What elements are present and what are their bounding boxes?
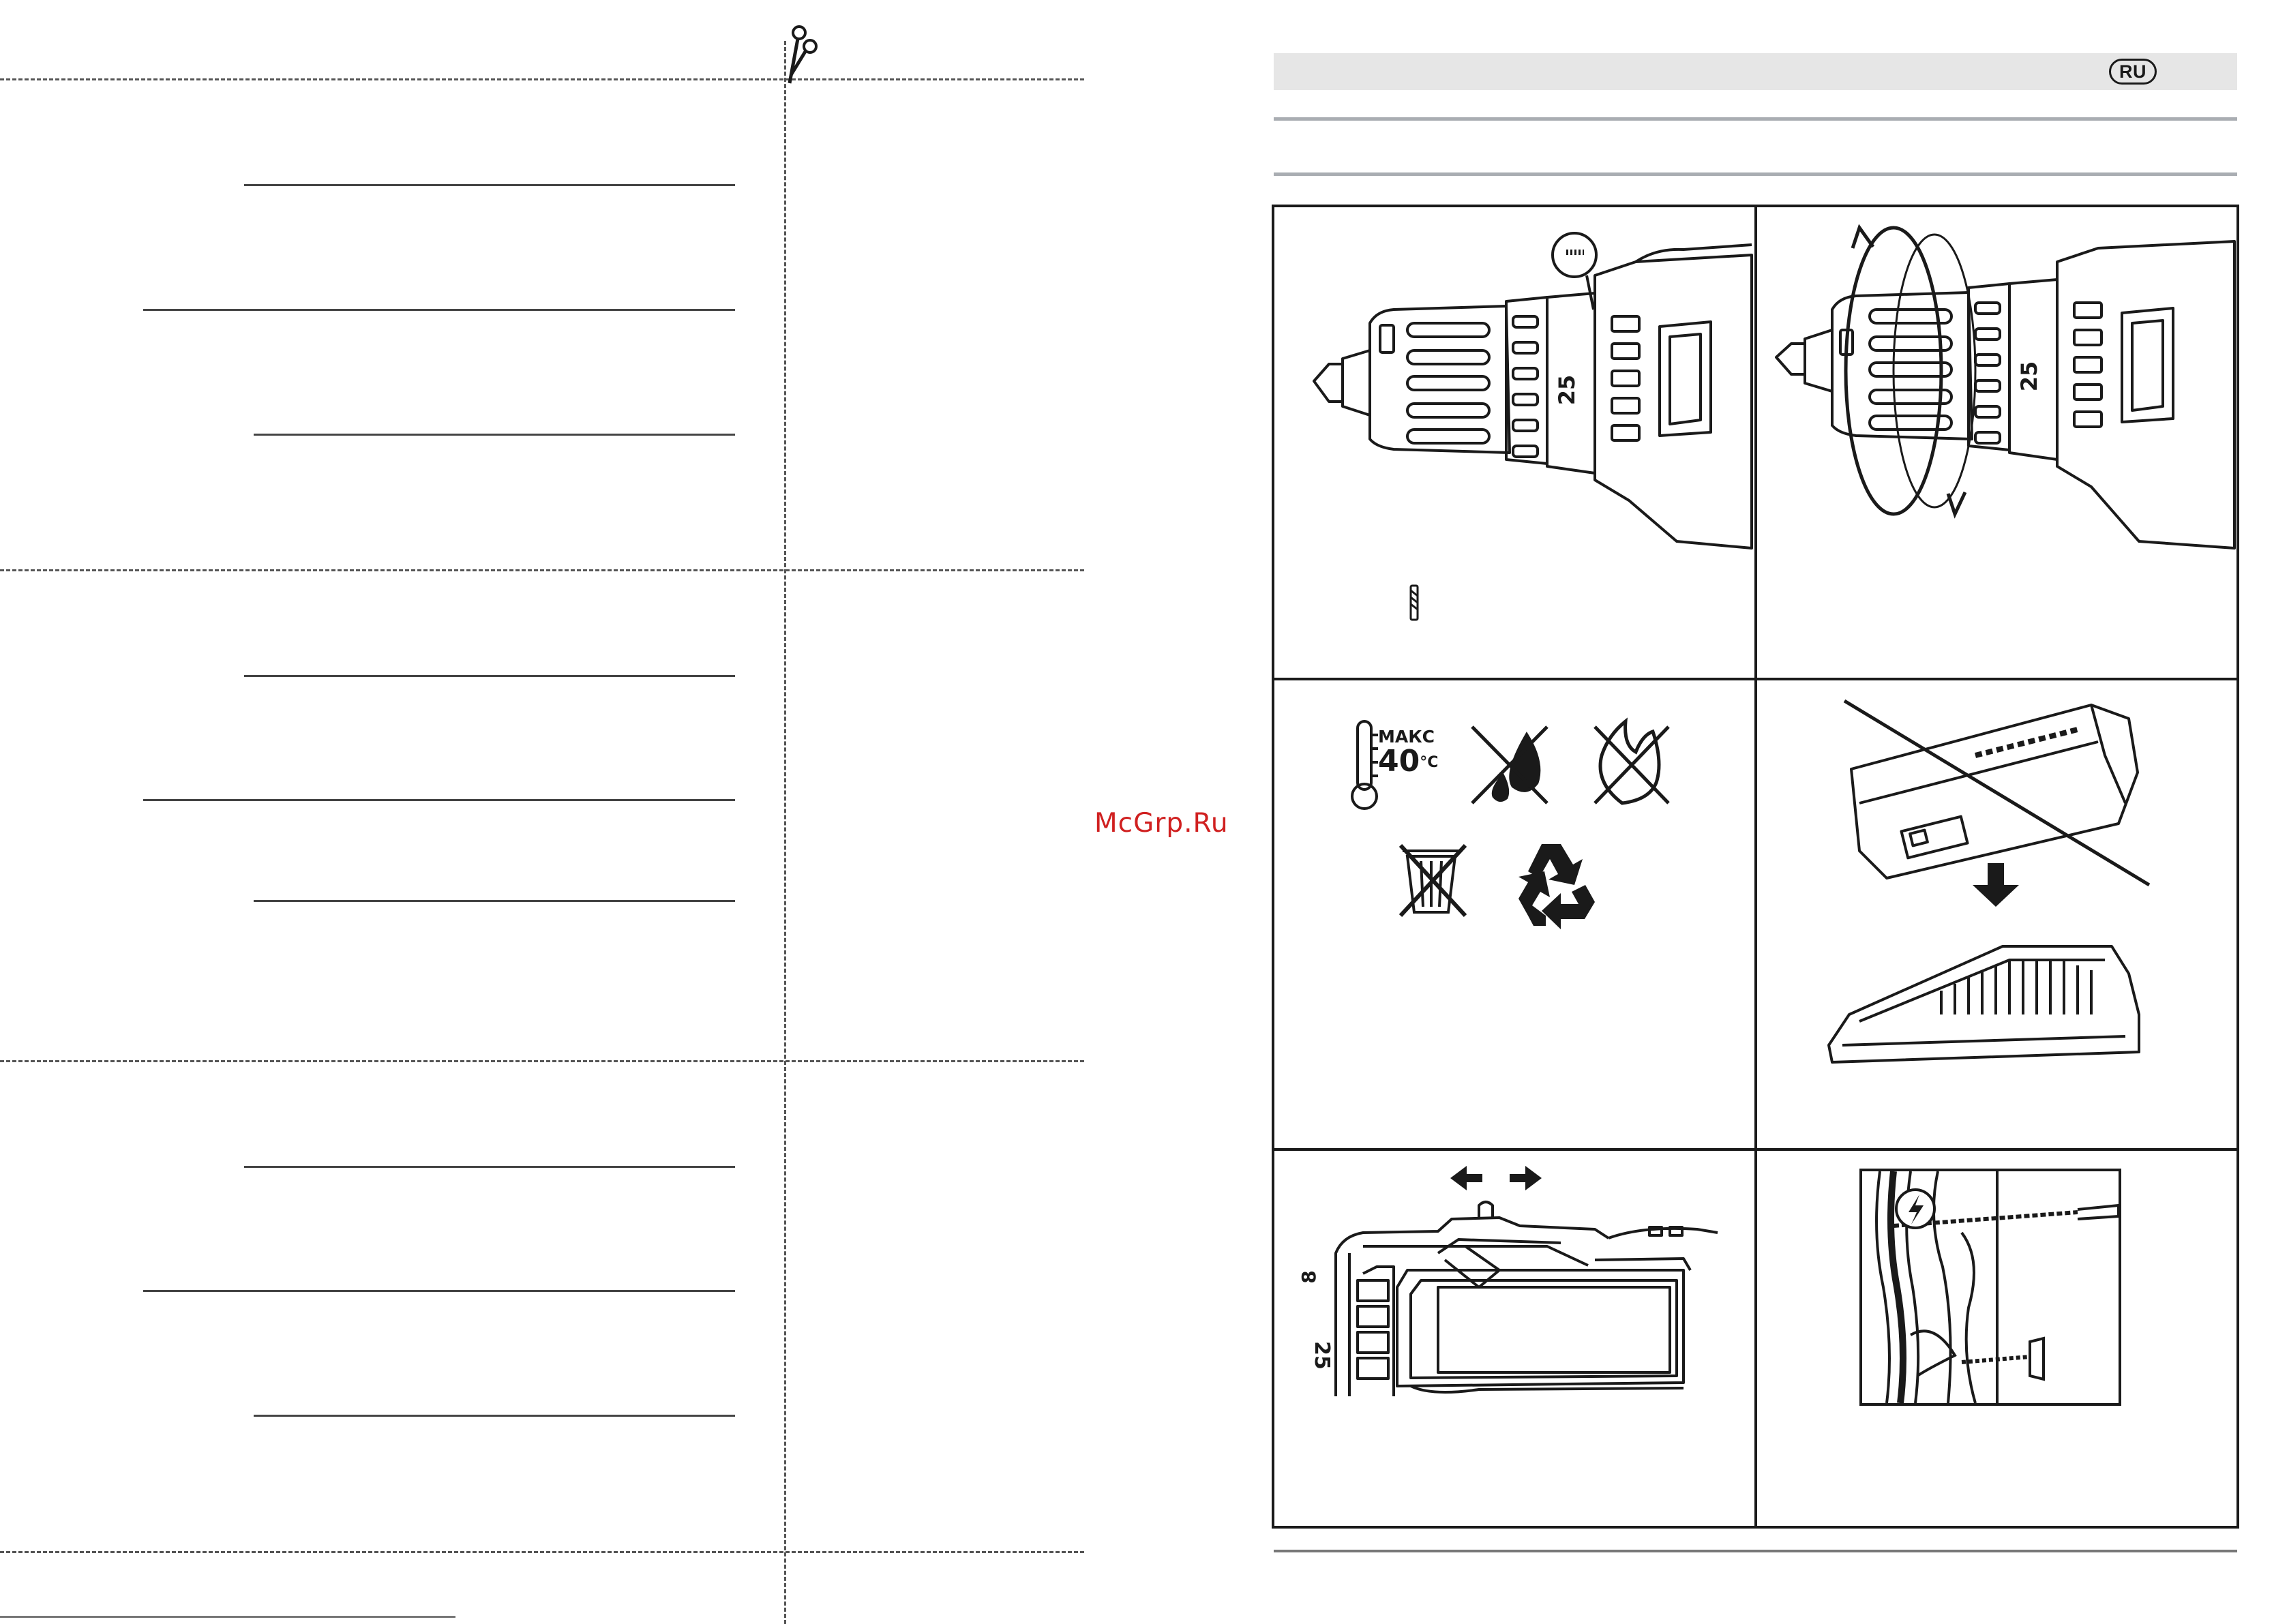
- safety-symbols: [1274, 680, 1754, 1148]
- rotation-arrows-icon: [1846, 228, 1975, 514]
- torque-number: 25: [1310, 1341, 1334, 1370]
- footer-rule: [1274, 1550, 2237, 1552]
- thermometer-icon: [1352, 721, 1378, 809]
- coupon-field-line: [254, 1415, 735, 1417]
- figure-hidden-wiring: [1757, 1151, 2239, 1529]
- coupon-field-line: [143, 1290, 735, 1292]
- wall-wiring-drawing: [1757, 1151, 2239, 1529]
- no-fire-icon: [1595, 721, 1669, 803]
- cut-line-3: [0, 1060, 1084, 1062]
- temp-unit: °C: [1420, 754, 1439, 771]
- temperature-limit: [1378, 728, 1438, 779]
- arrow-right-icon: [1510, 1166, 1542, 1190]
- coupon-field-line: [244, 1166, 735, 1168]
- recycle-icon: [1518, 844, 1595, 929]
- prohibition-line: [1844, 701, 2149, 885]
- temp-prefix: МАКС: [1378, 727, 1435, 747]
- cut-line-1: [0, 78, 1084, 80]
- coupon-field-line: [254, 434, 735, 436]
- watermark: McGrp.Ru: [1094, 808, 1229, 839]
- cut-line-4: [0, 1551, 1084, 1553]
- temp-value-row: [1378, 746, 1438, 779]
- battery-charger-drawing: [1757, 680, 2239, 1148]
- gear-number: 8: [1298, 1270, 1320, 1284]
- coupon-field-line: [143, 799, 735, 801]
- figure-grid: [1272, 205, 2239, 1529]
- chuck-rotation-drawing: [1757, 207, 2239, 678]
- figure-battery-charger: [1757, 680, 2239, 1148]
- figure-chuck-rotation: [1757, 207, 2239, 678]
- direction-switch-drawing: [1274, 1151, 1754, 1529]
- coupon-field-line: [244, 184, 735, 186]
- cut-line-2: [0, 569, 1084, 571]
- figure-battery-safety: [1274, 680, 1754, 1148]
- no-water-icon: [1472, 727, 1547, 803]
- scissors-icon: [777, 20, 825, 89]
- torque-number: 25: [2016, 361, 2042, 392]
- temp-value: 40: [1378, 744, 1420, 779]
- crossed-bin-icon: [1401, 845, 1465, 916]
- language-badge: RU: [2109, 59, 2157, 85]
- down-arrow-icon: [1973, 863, 2019, 907]
- coupon-field-line: [244, 675, 735, 677]
- coupon-field-line: [143, 309, 735, 311]
- bottom-rule: [0, 1616, 455, 1618]
- arrow-left-icon: [1450, 1166, 1482, 1190]
- header-rule-1: [1274, 117, 2237, 121]
- drill-bit-icon: [1411, 586, 1418, 620]
- coupon-field-line: [254, 900, 735, 902]
- cut-line-vertical: [784, 41, 786, 1624]
- chuck-drawing: [1274, 207, 1754, 678]
- figure-chuck-drill-mode: [1274, 207, 1754, 678]
- torque-number: 25: [1554, 374, 1580, 406]
- header-rule-2: [1274, 172, 2237, 176]
- figure-direction-switch: [1274, 1151, 1754, 1529]
- language-bar: [1274, 53, 2237, 90]
